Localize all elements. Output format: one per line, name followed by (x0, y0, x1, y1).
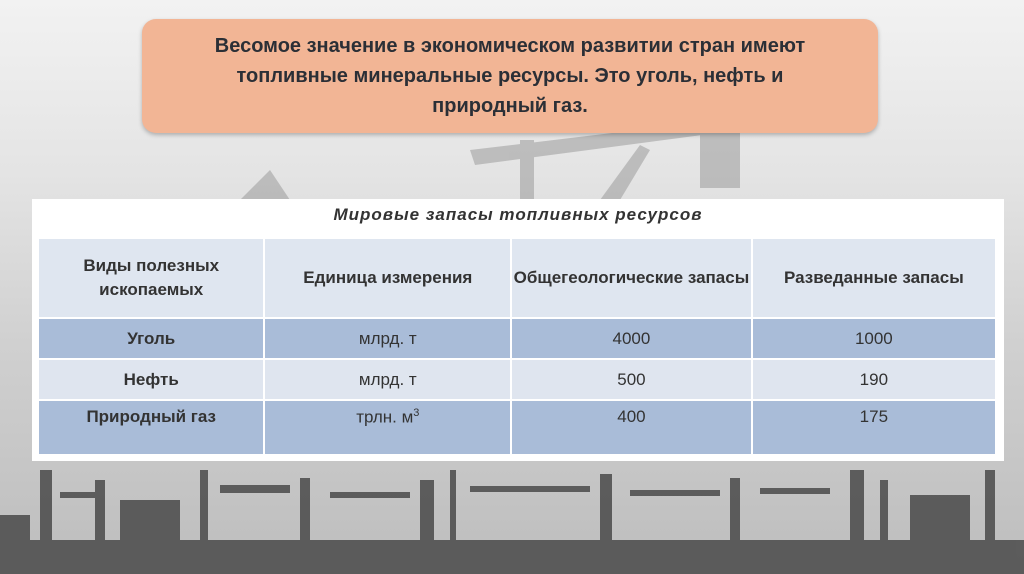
total-reserves-value: 4000 (511, 318, 752, 359)
header-unit: Единица измерения (264, 238, 511, 318)
table-header-row (38, 238, 996, 318)
reserves-table-panel (32, 199, 1004, 461)
resource-name: Нефть (38, 359, 264, 400)
industrial-skyline (0, 470, 1024, 574)
header-explored-reserves: Разведанные запасы (752, 238, 996, 318)
resource-unit: млрд. т (264, 359, 511, 400)
table-row (38, 359, 996, 400)
resource-unit (264, 400, 511, 455)
banner-text: Весомое значение в экономическом развитии стран имеют топливные минеральные ресурсы. Это уголь, нефть и природный газ. (214, 35, 806, 117)
table-title: Мировые запасы топливных ресурсов (333, 205, 703, 224)
header-total-reserves: Общегеологические запасы (511, 238, 752, 318)
reserves-table (37, 237, 997, 456)
explored-reserves-value: 175 (752, 400, 996, 455)
unit-text: трлн. м (356, 407, 414, 427)
header-resource-type: Виды полезных ископаемых (38, 238, 264, 318)
explored-reserves-value: 1000 (752, 318, 996, 359)
intro-banner (142, 19, 878, 133)
table-row (38, 318, 996, 359)
unit-superscript: 3 (413, 407, 420, 419)
table-row (38, 400, 996, 455)
resource-name: Природный газ (38, 400, 264, 455)
resource-unit: млрд. т (264, 318, 511, 359)
resource-name: Уголь (38, 318, 264, 359)
total-reserves-value: 400 (511, 400, 752, 455)
total-reserves-value: 500 (511, 359, 752, 400)
explored-reserves-value: 190 (752, 359, 996, 400)
